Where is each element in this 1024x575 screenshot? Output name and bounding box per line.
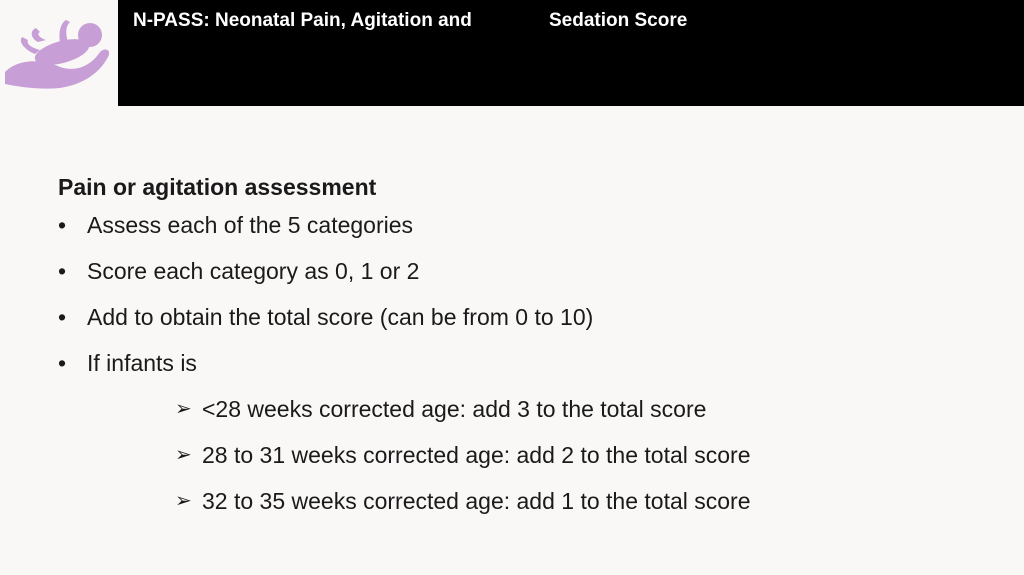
sub-bullet-text: 32 to 35 weeks corrected age: add 1 to the total score	[202, 488, 751, 514]
bullet-text: Score each category as 0, 1 or 2	[87, 258, 420, 284]
page-title-part2: Sedation Score	[549, 10, 688, 31]
bullet-item	[58, 248, 988, 294]
sub-bullet-text: <28 weeks corrected age: add 3 to the total score	[202, 396, 707, 422]
baby-in-hand-icon	[0, 12, 112, 92]
bullet-dot-icon: •	[58, 212, 67, 238]
slide-content	[58, 172, 988, 524]
title-bar	[118, 0, 1024, 106]
sub-bullet-item	[58, 478, 988, 524]
sub-bullet-text: 28 to 31 weeks corrected age: add 2 to the total score	[202, 442, 751, 468]
sub-bullet-item	[58, 432, 988, 478]
bullet-item	[58, 294, 988, 340]
arrow-bullet-icon: ➢	[175, 444, 192, 466]
arrow-bullet-icon: ➢	[175, 398, 192, 420]
section-heading: Pain or agitation assessment	[58, 174, 377, 200]
bullet-text: Add to obtain the total score (can be from 0 to 10)	[87, 304, 594, 330]
bullet-dot-icon: •	[58, 258, 67, 284]
logo	[0, 0, 118, 106]
bullet-text: If infants is	[87, 350, 197, 376]
bullet-dot-icon: •	[58, 304, 67, 330]
arrow-bullet-icon: ➢	[175, 490, 192, 512]
sub-bullet-item	[58, 386, 988, 432]
bullet-item	[58, 202, 988, 248]
bullet-dot-icon: •	[58, 350, 67, 376]
bullet-list	[58, 202, 988, 386]
bullet-item	[58, 340, 988, 386]
page-title: N-PASS: Neonatal Pain, Agitation and	[133, 10, 472, 31]
bullet-text: Assess each of the 5 categories	[87, 212, 414, 238]
sub-bullet-list	[58, 386, 988, 524]
